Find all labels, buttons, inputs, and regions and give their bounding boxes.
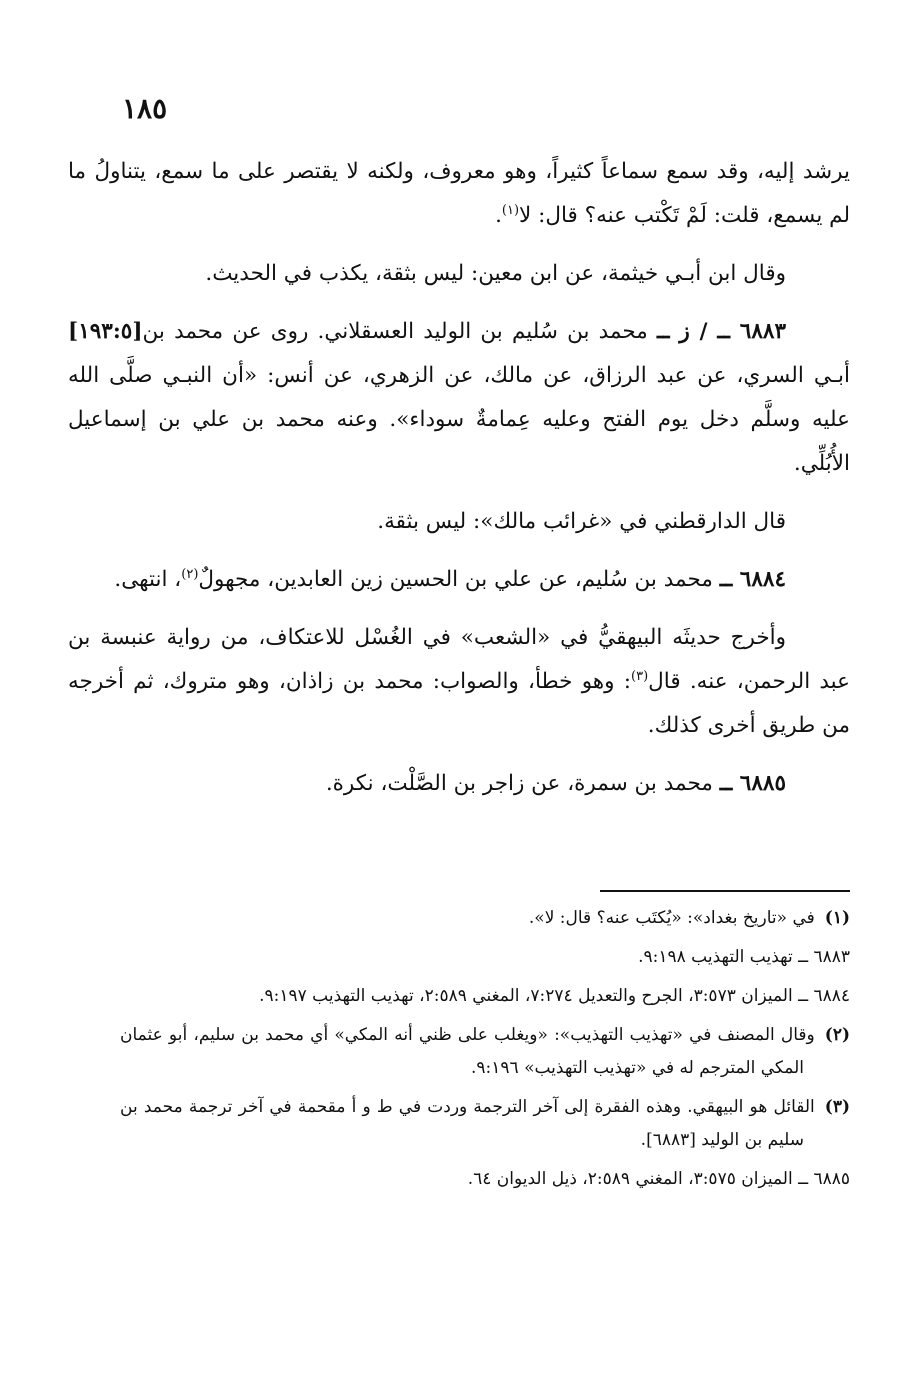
reference-6884: ٦٨٨٤ ــ الميزان ٣:٥٧٣، الجرح والتعديل ٧:٢٧٤، المغني ٢:٥٨٩، تهذيب التهذيب ٩:١٩٧. [259,986,850,1006]
paragraph-daraqutni: قال الدارقطني في «غرائب مالك»: ليس بثقة. [377,509,786,534]
paragraph-bayhaqi [68,616,850,748]
footnote-marker-2: (٢) [181,566,199,582]
volume-page-ref: [١٩٣:٥] [68,319,143,344]
footnote-divider [600,890,850,892]
entry-text: محمد بن سُليم بن الوليد العسقلاني. روى عن محمد بن أبـي السري، عن عبد الرزاق، عن مالك، عن الزهري، عن أنس: «أن النبـي صلَّى الله عليه وسلَّم دخل يوم الفتح وعليه عِمامةٌ سوداء». وعنه محمد بن علي بن إسماعيل الأُبُلِّي. [68,319,850,476]
entry-number: ٦٨٨٥ ــ [719,771,786,796]
entry-text: محمد بن سُليم، عن علي بن الحسين زين العابدين، مجهولٌ [198,567,713,592]
footnote-marker-3: (٣) [631,668,649,684]
footnote-marker-1: (١) [501,202,520,218]
footnotes [120,902,850,1202]
footnote-number: (١) [824,908,850,928]
paragraph-end: . [495,203,502,228]
reference-6883: ٦٨٨٣ ــ تهذيب التهذيب ٩:١٩٨. [638,947,850,967]
paragraph-text: يرشد إليه، وقد سمع سماعاً كثيراً، وهو معروف، ولكنه لا يقتصر على ما سمع، يتناولُ ما لم يسمع، قلت: لَمْ تَكْتب عنه؟ قال: لا [68,159,850,228]
reference-6885: ٦٨٨٥ ــ الميزان ٣:٥٧٥، المغني ٢:٥٨٩، ذيل الديوان ٦٤. [467,1169,850,1189]
footnote-1 [120,902,850,935]
paragraph-text: : وهو خطأ، والصواب: محمد بن زاذان، وهو متروك، ثم أخرجه من طريق أخرى كذلك. [68,669,850,738]
paragraph-text: وأخرج حديثَه البيهقيُّ في «الشعب» في الغُسْل للاعتكاف، من رواية عنبسة بن عبد الرحمن، عنه. قال [68,625,850,694]
entry-end: ، انتهى. [114,567,182,592]
entry-6885 [68,762,850,806]
main-text [68,150,850,820]
footnote-number: (٣) [824,1097,850,1117]
footnote-text: القائل هو البيهقي. وهذه الفقرة إلى آخر الترجمة وردت في ط و أ مقحمة في آخر ترجمة محمد بن سليم بن الوليد [٦٨٨٣]. [120,1097,815,1150]
page-number: ١٨٥ [122,92,168,125]
paragraph-continued [68,150,850,238]
footnote-2 [120,1019,850,1085]
entry-number: ٦٨٨٤ ــ [719,567,786,592]
paragraph-ibn-abi-khaythama: وقال ابن أبـي خيثمة، عن ابن معين: ليس بثقة، يكذب في الحديث. [205,261,786,286]
entry-6883 [68,310,850,486]
entry-text: محمد بن سمرة، عن زاجر بن الصَّلْت، نكرة. [325,771,713,796]
entry-6884 [68,558,850,602]
footnote-number: (٢) [824,1025,850,1045]
footnote-text: وقال المصنف في «تهذيب التهذيب»: «ويغلب على ظني أنه المكي» أي محمد بن سليم، أبو عثمان المكي المترجم له في «تهذيب التهذيب» ٩:١٩٦. [120,1025,815,1078]
footnote-3 [120,1091,850,1157]
footnote-text: في «تاريخ بغداد»: «يُكتَب عنه؟ قال: لا». [528,908,815,928]
entry-number: ٦٨٨٣ ــ / ز ــ [656,319,786,344]
